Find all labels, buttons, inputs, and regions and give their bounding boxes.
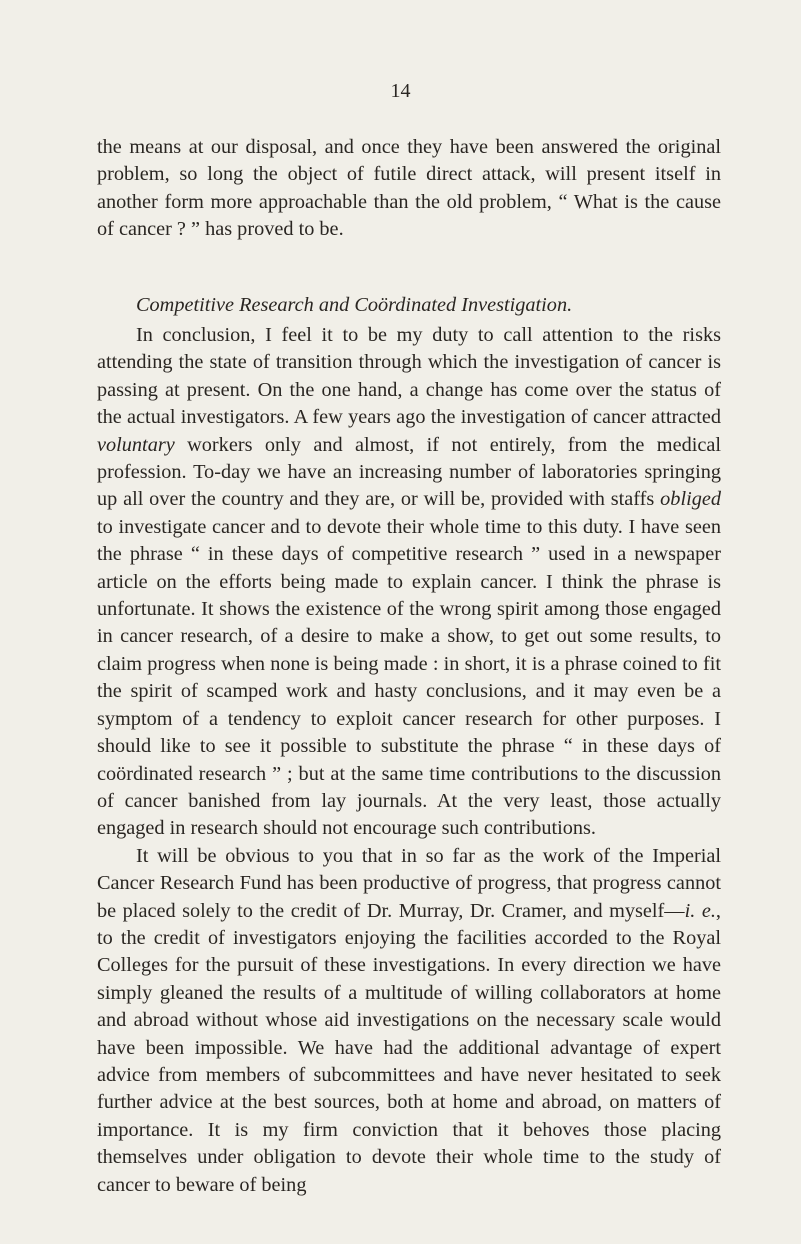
emphasis-obliged: obliged (660, 488, 721, 511)
page-number: 14 (390, 80, 411, 102)
text-run: workers only and almost, if not entirely, from the medical profession. To-day we have an increasing number of laboratories springing up all over the country and they are, or will be, provided with staffs (97, 433, 721, 511)
section-body (97, 322, 721, 1199)
text-run: It will be obvious to you that in so far as the work of the Imperial Cancer Research Fund has been productive of progress, that progress cannot be placed solely to the credit of Dr. Murray, Dr. Cramer, and myself— (97, 844, 721, 922)
emphasis-voluntary: voluntary (97, 433, 175, 456)
paragraph-text: the means at our disposal, and once they have been answered the original problem, so long the object of futile direct attack, will present itself in another form more approachable than the old problem, “ What is the cause of cancer ? ” has proved to be. (97, 136, 721, 241)
text-run: In conclusion, I feel it to be my duty to call attention to the risks attending the state of transition through which the investigation of cancer is passing at present. On the one hand, a change has come over the status of the actual investigators. A few years ago the investigation of cancer attracted (97, 324, 721, 429)
text-run: , to the credit of investigators enjoying the facilities accorded to the Royal Colleges for the pursuit of these investigations. In every direction we have simply gleaned the results of a multitude of willing collaborators at home and abroad without whose aid investigations on the necessary scale would have been impossible. We have had the additional advantage of expert advice from members of subcommittees and have never hesitated to seek further advice at the best sources, both at home and abroad, on matters of importance. It is my firm conviction that it behoves those placing themselves under obligation to devote their whole time to the study of cancer to beware of being (97, 899, 721, 1196)
continued-paragraph (97, 134, 721, 244)
emphasis-ie: i. e. (684, 899, 716, 922)
paragraph-conclusion (97, 322, 721, 843)
paragraph-imperial-fund (97, 843, 721, 1199)
text-run: to investigate cancer and to devote their whole time to this duty. I have seen the phrase “ in these days of competitive research ” used in a newspaper article on the efforts being made to explain cancer. I think the phrase is unfortunate. It shows the existence of the wrong spirit among those engaged in cancer research, of a desire to make a show, to get out some results, to claim progress when none is being made : in short, it is a phrase coined to fit the spirit of scamped work and hasty conclusions, and it may even be a symptom of a tendency to exploit cancer research for other purposes. I should like to see it possible to substitute the phrase “ in these days of coördinated research ” ; but at the same time contributions to the discussion of cancer banished from lay journals. At the very least, those actually engaged in research should not encourage such contributions. (97, 515, 721, 840)
section-heading: Competitive Research and Coördinated Investigation. (136, 294, 573, 316)
